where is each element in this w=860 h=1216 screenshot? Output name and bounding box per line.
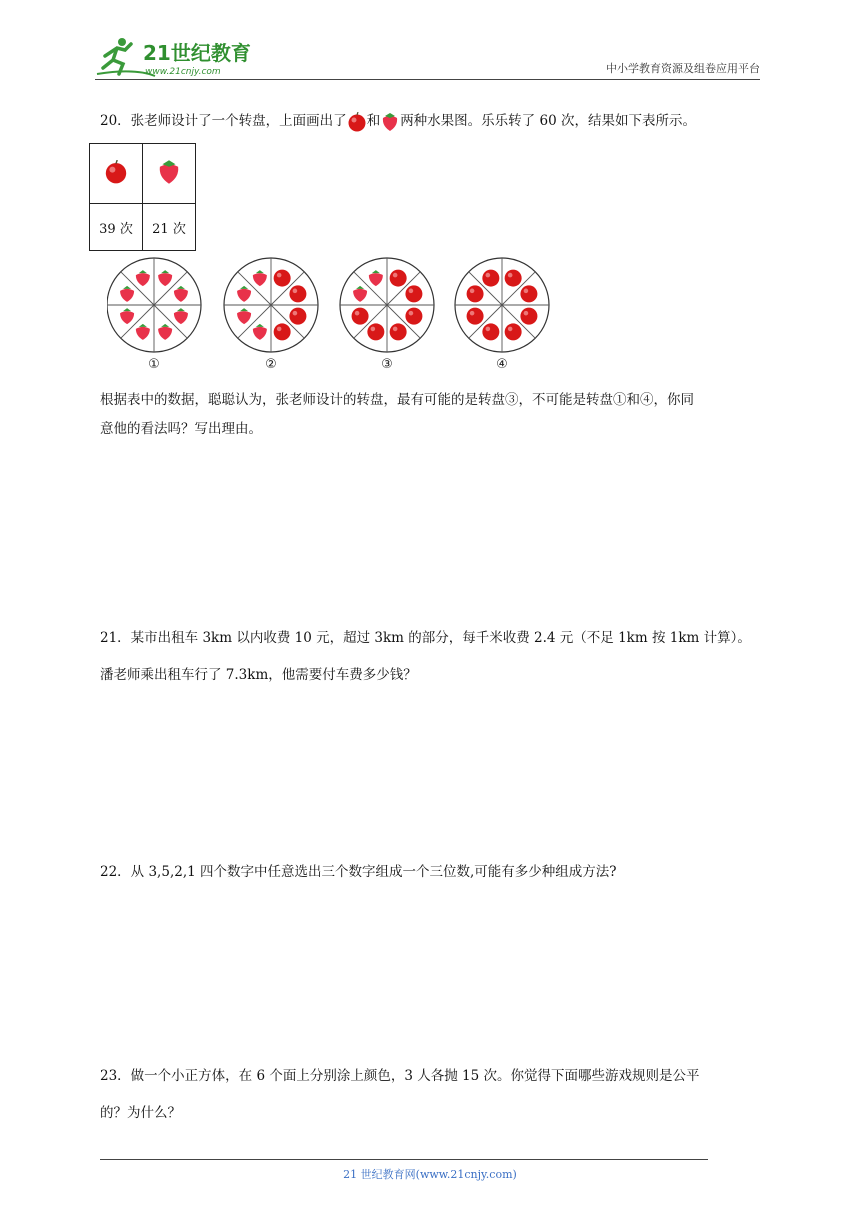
spinner-3 xyxy=(340,258,434,372)
spinner-apple xyxy=(505,323,522,340)
spinner-1 xyxy=(107,258,201,372)
question-20-body xyxy=(100,386,760,444)
q23-line2: 的？为什么？ xyxy=(100,1105,181,1121)
q20-question-line1: 根据表中的数据，聪聪认为，张老师设计的转盘，最有可能的是转盘③，不可能是转盘①和④，你同 xyxy=(100,392,694,408)
q20-question-line2: 意他的看法吗？写出理由。 xyxy=(100,421,262,437)
spinner-apple xyxy=(520,308,537,325)
spinner-apple xyxy=(274,270,291,287)
spinner-apple xyxy=(390,323,407,340)
spinner-label: ② xyxy=(265,357,277,372)
spinner-label: ① xyxy=(148,357,160,372)
strawberry-header-cell xyxy=(143,144,196,204)
spinner-4 xyxy=(455,258,549,372)
apple-icon xyxy=(347,112,367,132)
apple-count: 39 次 xyxy=(90,204,143,251)
strawberry-count: 21 次 xyxy=(143,204,196,251)
q20-suffix: 两种水果图。乐乐转了 60 次，结果如下表所示。 xyxy=(400,113,696,129)
spinner-apple xyxy=(274,323,291,340)
spinner-apple xyxy=(482,323,499,340)
spinner-apple xyxy=(289,308,306,325)
spinner-apple xyxy=(467,308,484,325)
logo-url: www.21cnjy.com xyxy=(145,67,221,77)
apple-header-cell xyxy=(90,144,143,204)
spinner-group xyxy=(107,256,557,380)
spinner-apple xyxy=(467,285,484,302)
q21-line1: 21．某市出租车 3km 以内收费 10 元，超过 3km 的部分，每千米收费 2.4 元（不足 1km 按 1km 计算）。 xyxy=(100,630,751,646)
q22-line1: 22．从 3,5,2,1 四个数字中任意选出三个数字组成一个三位数,可能有多少种组成方法? xyxy=(100,864,617,880)
q21-line2: 潘老师乘出租车行了 7.3km，他需要付车费多少钱？ xyxy=(100,667,417,683)
spinner-apple xyxy=(405,285,422,302)
logo xyxy=(95,34,265,78)
platform-title: 中小学教育资源及组卷应用平台 xyxy=(606,62,760,75)
question-23 xyxy=(100,1058,760,1132)
strawberry-icon xyxy=(380,112,400,132)
q23-line1: 23．做一个小正方体，在 6 个面上分别涂上颜色，3 人各抛 15 次。你觉得下面哪些游戏规则是公平 xyxy=(100,1068,700,1084)
strawberry-icon xyxy=(156,159,182,185)
footer-text: 21 世纪教育网(www.21cnjy.com) xyxy=(343,1168,517,1181)
spinner-apple xyxy=(289,285,306,302)
spinner-apple xyxy=(405,308,422,325)
spinner-apple xyxy=(482,270,499,287)
question-22 xyxy=(100,857,760,887)
spinner-label: ③ xyxy=(381,357,393,372)
q20-and: 和 xyxy=(366,113,381,129)
q20-prefix: 20．张老师设计了一个转盘，上面画出了 xyxy=(100,113,347,129)
header-rule xyxy=(95,79,760,80)
spinner-2 xyxy=(224,258,318,372)
question-21 xyxy=(100,620,760,694)
spinner-apple xyxy=(367,323,384,340)
spinner-apple xyxy=(505,270,522,287)
results-table xyxy=(89,143,196,251)
logo-text: 21世纪教育 xyxy=(143,41,251,65)
spinner-label: ④ xyxy=(496,357,508,372)
spinner-apple xyxy=(390,270,407,287)
footer-rule xyxy=(100,1159,708,1160)
question-20-intro xyxy=(100,106,760,136)
page-header xyxy=(95,34,760,80)
spinner-apple xyxy=(352,308,369,325)
spinner-apple xyxy=(520,285,537,302)
apple-icon xyxy=(104,160,128,184)
